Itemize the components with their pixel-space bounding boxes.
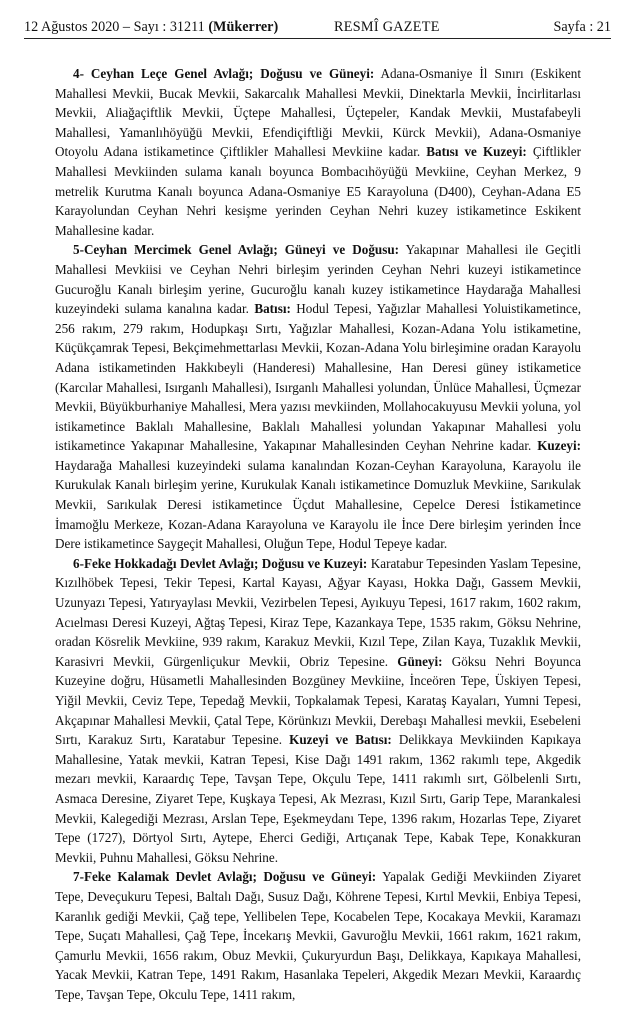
- document-body: [55, 64, 581, 1005]
- section-feke-kalamak: 7-Feke Kalamak Devlet Avlağı; Doğusu ve Güneyi: Yapalak Gediği Mevkiinden Ziyaret Tepe, Deveçukuru Tepesi, Baltalı Dağı, Susuz Dağı, Köhrene Tepesi, Kırtıl Mevkii, Enbiya Tepesi, Karanlık gediği Mevkii, Çağ tepe, Yellibelen Tepe, Kocabelen Tepe, Kocakaya Mevkii, Karamazı Tepe, Suçatı Mahallesi, Çağ Tepe, İncekarış Mevkii, Gavuroğlu Mevkii, 1661 rakım, 1621 rakım, Çamurlu Mevkii, 1656 rakım, Obuz Mevkii, Çukuryurdun Başı, Delikkaya, Kapıkaya Mahallesi, Yacak Mevkii, Katran Tepe, 1491 Rakım, Hasanlaka Tepeleri, Akgedik Mezarı Mevkii, Karaardıç Tepe, Tavşan Tepe, Okculu Tepe, 1411 rakım,: [55, 869, 581, 1002]
- page-header: [24, 16, 611, 39]
- section-ceyhan-lece: 4- Ceyhan Leçe Genel Avlağı; Doğusu ve Güneyi: Adana-Osmaniye İl Sınırı (Eskikent Mahallesi Mevkii, Bucak Mevkii, Sakarcalık Mahallesi Mevkii, Dinektarla Mevkii, İncirlitarlası Mevkii, Aliağaçiftlik Mevkii, Üçtepe Mahallesi, Üçtepeler, Kandak Mevkii, Mustafabeyli Mahallesi, Yamanlıhöyüğü Mevkii, Efendiçiftliği Mevkii, Kürck Mevkii), Adana-Osmaniye Otoyolu Adana istikametince Çiftlikler Mahallesi Mevkiine kadar. Batısı ve Kuzeyi: Çiftlikler Mahallesi Mevkiinden sulama kanalı boyunca Bombacıhöyüğü Mevkiine, Ceyhan Merkez, 9 metrelik Kurutma Kanalı boyunca Adana-Osmaniye E5 Karayoluna (D400), Ceyhan-Adana E5 Karayolundan Ceyhan Nehri kesişme yerinden Ceyhan Nehri kuzey istikametince Eskikent Mahallesine kadar.: [55, 66, 581, 238]
- section-feke-hokkadagi: 6-Feke Hokkadağı Devlet Avlağı; Doğusu ve Kuzeyi: Karatabur Tepesinden Yaslam Tepesine, Kızılhöbek Tepesi, Tekir Tepesi, Kartal Kayası, Ağyar Kayası, Hokka Dağı, Gassem Mevkii, Uzunyazı Tepesi, Yatıryaylası Mevkii, Vezirbelen Tepesi, Ayıkuyu Tepesi, 1617 rakım, 1602 rakım, Acıelması Deresi Kuzeyi, Ağtaş Tepesi, Kiraz Tepe, Kazankaya Tepe, 1535 rakım, Göksu Nehrine, oradan Kösrelik Mevkiine, 939 rakım, Karakuz Mevkii, Kızıl Tepe, Zilan Kaya, Tuzaklık Mevkii, Karasivri Mevkii, Gürgenliçukur Mevkii, Obriz Tepesine. Güneyi: Göksu Nehri Boyunca Kuzeyine doğru, Hüsametli Mahallesinden Bozgüney Mevkiine, İnceören Tepe, Üskiyen Tepesi, Yiğil Mevkii, Ceviz Tepe, Tepedağ Mevkii, Topkalamak Tepesi, Karataş Kayaları, Yumni Tepesi, Akçapınar Mahallesi Mevkii, Çatal Tepe, Körünkızı Mevkii, Derebaşı Mahallesi mevkii, Esebeleni Sırtı, Karakuz Sırtı, Karatabur Tepesine. Kuzeyi ve Batısı: Delikkaya Mevkiinden Kapıkaya Mahallesine, Yatak mevkii, Katran Tepesi, Kise Dağı 1491 rakım, 1362 rakımlı tepe, Akgedik mezarı mevkii, Karaardıç Tepe, Tavşan Tepe, Okçulu Tepe, 1411 rakımlı sırt, Gölbelenli Sırtı, Asmaca Deresine, Ziyaret Tepe, Kuşkaya Tepesi, Ak Mezrası, Kızıl Sırtı, Garip Tepe, Marankalesi Mevkii, Kalegediği Mezrası, Arslan Tepe, Eşekmeydanı Tepe, 1396 rakım, Hozarlas Tepe, Ziyaret Tepe (1727), Dörtyol Sırtı, Aytepe, Eherci Gediği, Artıçanak Tepe, Kabak Tepe, Konakkuran Mevkii, Puhnu Mahallesi, Göksu Nehrine.: [55, 555, 581, 865]
- header-page-number: Sayfa : 21: [553, 19, 611, 35]
- header-publication-title: RESMÎ GAZETE: [334, 19, 440, 35]
- section-ceyhan-mercimek: 5-Ceyhan Mercimek Genel Avlağı; Güneyi ve Doğusu: Yakapınar Mahallesi ile Geçitli Mahallesi Mevkiisi ve Ceyhan Nehri birleşim yerinden Ceyhan Nehri kuzeyi istikametince Gucuroğlu Kanalı birleşim yerine, Gucuroğlu kanalı kuzey istikametince Haydarağa Mahallesi kuzeyindeki sulama kanalına kadar. Batısı: Hodul Tepesi, Yağızlar Mahallesi Yoluistikametince, 256 rakım, 279 rakım, Hodupkaşı Sırtı, Yağızlar Mahallesi, Kozan-Adana Yolu istikametine, Küçükçamrak Tepesi, Bekçimehmettarlası Mevkii, Kozan-Adana Yolu birleşimine oradan Karayolu Adana istikametinden Hakkıbeyli (Handeresi) Mahallesine, Han Deresi güney istikametice (Karcılar Mahallesi, Isırganlı Mahallesi), Isırganlı Mahallesi yolundan, Ünlüce Mahallesi, Üçmezar Mevkii, Büyükburhaniye Mahallesi, Mera yazısı mevkiinden, Mollahocakuyusu Mevkii yoluna, yol istikametince Baklalı Mahallesine, Baklalı Mahallesi yolundan Yakapınar Mahallesi yolu istikametince Yakapınar Mahallesine, Yakapınar Mahallesinden Ceyhan Nehrine kadar. Kuzeyi: Haydarağa Mahallesi kuzeyindeki sulama kanalından Kozan-Ceyhan Karayoluna, Karayolu ile Kurukulak Kanalı birleşim yerine, Kurukulak Kanalı istikametince Domuzluk Mevkiine, Sarıkulak Mevkii, Sarıkulak Deresi istikametince Üçdut Mahallesine, Cepelce Deresi İstikametince İmamoğlu Merkeze, Kozan-Adana Karayoluna ve Karayolu ile İnce Dere birleşim yerinden İnce Dere istikametince Saygeçit Mahallesi, Oluğun Tepe, Hodul Tepeye kadar.: [55, 242, 581, 552]
- header-issue-type: (Mükerrer): [208, 19, 279, 35]
- header-date-issue: 12 Ağustos 2020 – Sayı : 31211 (Mükerrer): [24, 19, 279, 35]
